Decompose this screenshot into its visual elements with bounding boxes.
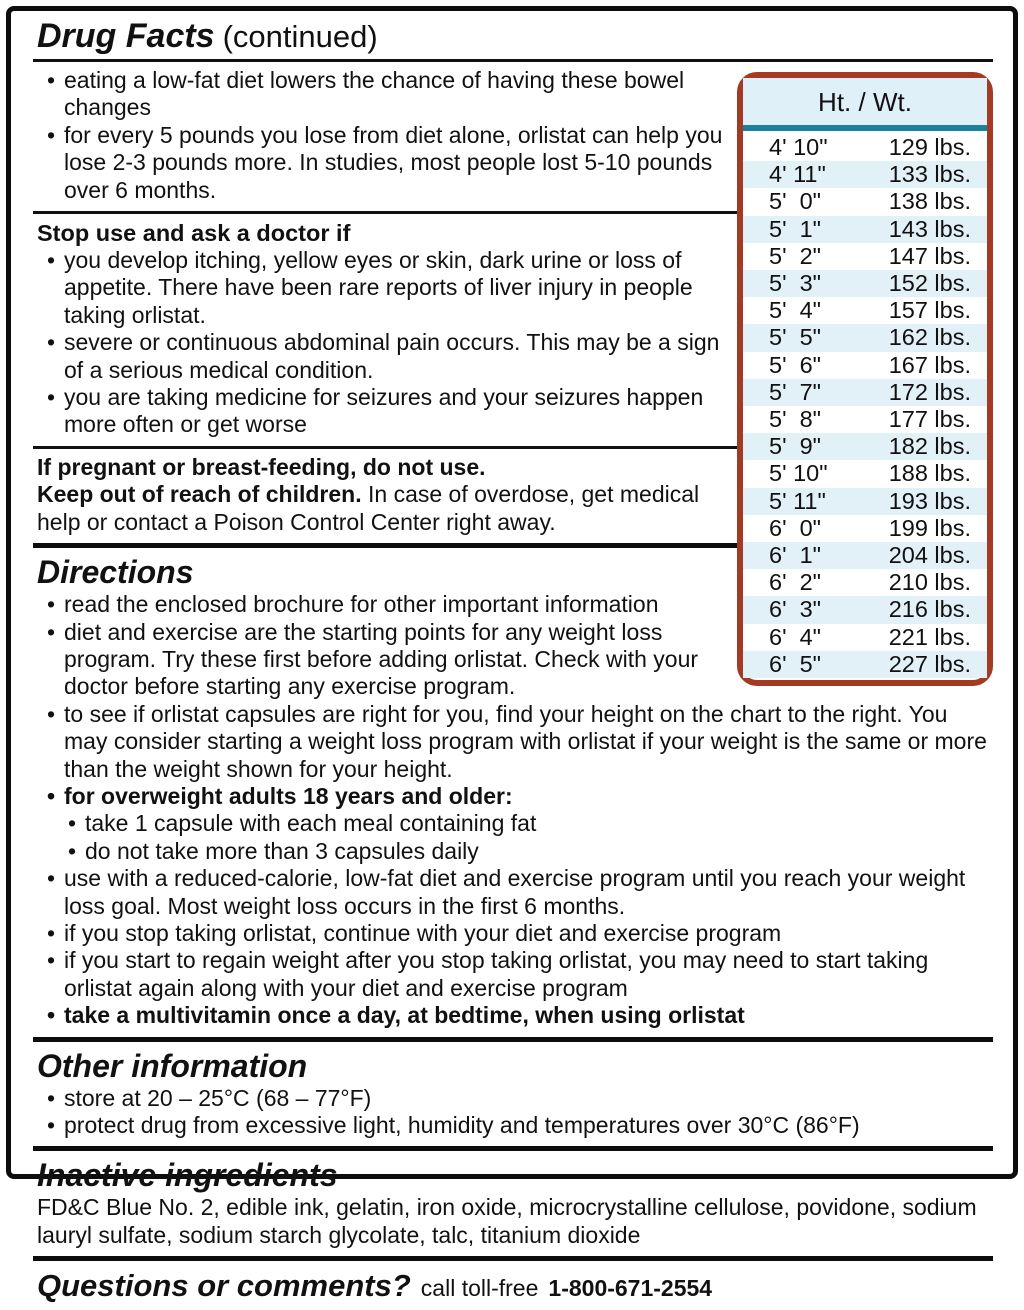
height-cell: 5' 7" bbox=[769, 378, 822, 405]
table-row bbox=[743, 297, 987, 324]
list-item: • for overweight adults 18 years and older: bbox=[45, 783, 993, 810]
height-cell: 5' 8" bbox=[769, 406, 822, 433]
list-item: • take 1 capsule with each meal containing fat bbox=[66, 810, 993, 837]
list-item: • protect drug from excessive light, humidity and temperatures over 30°C (86°F) bbox=[45, 1112, 993, 1139]
height-cell: 4' 11" bbox=[769, 161, 826, 188]
questions-call-text: call toll-free bbox=[420, 1275, 539, 1302]
list-item: • you are taking medicine for seizures and your seizures happen more often or get worse bbox=[45, 384, 993, 439]
inactive-ingredients-text: FD&C Blue No. 2, edible ink, gelatin, iron oxide, microcrystalline cellulose, povidone, sodium lauryl sulfate, sodium starch glycolate, talc, titanium dioxide bbox=[37, 1194, 977, 1248]
inactive-ingredients-heading: Inactive ingredients bbox=[37, 1157, 338, 1194]
weight-cell: 152 lbs. bbox=[888, 270, 971, 297]
table-row bbox=[743, 270, 987, 297]
height-cell: 5' 10" bbox=[769, 460, 828, 487]
list-item: • severe or continuous abdominal pain occurs. This may be a sign of a serious medical condition. bbox=[45, 329, 993, 384]
height-cell: 5' 3" bbox=[769, 270, 822, 297]
weight-cell: 188 lbs. bbox=[888, 460, 971, 487]
height-cell: 6' 0" bbox=[769, 514, 822, 541]
table-row bbox=[743, 624, 987, 651]
directions-heading: Directions bbox=[37, 554, 194, 591]
table-row bbox=[743, 542, 987, 569]
table-row bbox=[743, 406, 987, 433]
list-item: • if you stop taking orlistat, continue with your diet and exercise program bbox=[45, 920, 993, 947]
table-row bbox=[743, 352, 987, 379]
table-row bbox=[743, 134, 987, 161]
weight-cell: 138 lbs. bbox=[888, 188, 971, 215]
table-row bbox=[743, 596, 987, 623]
weight-cell: 177 lbs. bbox=[888, 406, 971, 433]
keep-out-rest: In case of overdose, get medical help or contact a Poison Control Center right away. bbox=[37, 481, 700, 535]
table-row bbox=[743, 460, 987, 487]
height-cell: 6' 4" bbox=[769, 623, 822, 650]
weight-cell: 199 lbs. bbox=[888, 514, 971, 541]
weight-cell: 147 lbs. bbox=[888, 242, 971, 269]
weight-cell: 204 lbs. bbox=[888, 542, 971, 569]
list-item: • to see if orlistat capsules are right for you, find your height on the chart to the right. You may consider starting a weight loss program with orlistat if your weight is the same or more than the weight shown for your height. bbox=[45, 701, 993, 783]
height-cell: 5' 1" bbox=[769, 215, 822, 242]
weight-cell: 162 lbs. bbox=[888, 324, 971, 351]
weight-cell: 157 lbs. bbox=[888, 297, 971, 324]
weight-cell: 167 lbs. bbox=[888, 351, 971, 378]
height-cell: 5' 9" bbox=[769, 433, 822, 460]
list-item: • diet and exercise are the starting points for any weight loss program. Try these first before adding orlistat. Check with your doctor before starting any exercise program. bbox=[45, 619, 993, 701]
questions-row bbox=[33, 1261, 993, 1310]
questions-phone-number: 1-800-671-2554 bbox=[548, 1275, 713, 1302]
table-row bbox=[743, 651, 987, 678]
list-item: • store at 20 – 25°C (68 – 77°F) bbox=[45, 1085, 993, 1112]
height-cell: 5' 6" bbox=[769, 351, 822, 378]
height-weight-table-rows bbox=[743, 131, 987, 680]
table-row bbox=[743, 161, 987, 188]
weight-cell: 133 lbs. bbox=[888, 161, 971, 188]
list-item: • read the enclosed brochure for other important information bbox=[45, 591, 993, 618]
height-cell: 5' 11" bbox=[769, 487, 826, 514]
height-cell: 5' 0" bbox=[769, 188, 822, 215]
other-information-bullets bbox=[33, 1085, 993, 1140]
height-cell: 5' 5" bbox=[769, 324, 822, 351]
weight-cell: 210 lbs. bbox=[888, 569, 971, 596]
section-other-information bbox=[33, 1037, 993, 1147]
height-cell: 6' 2" bbox=[769, 569, 822, 596]
list-item: • for every 5 pounds you lose from diet alone, orlistat can help you lose 2-3 pounds more. In studies, most people lost 5-10 pounds over 6 months. bbox=[45, 122, 993, 204]
title-suffix: (continued) bbox=[222, 19, 378, 54]
table-row bbox=[743, 569, 987, 596]
list-item: • eating a low-fat diet lowers the chance of having these bowel changes bbox=[45, 67, 993, 122]
list-item: • do not take more than 3 capsules daily bbox=[66, 838, 993, 865]
page-title bbox=[33, 13, 993, 62]
weight-cell: 172 lbs. bbox=[888, 378, 971, 405]
list-item: • you develop itching, yellow eyes or skin, dark urine or loss of appetite. There have been rare reports of liver injury in people taking orlistat. bbox=[45, 247, 993, 329]
table-row bbox=[743, 379, 987, 406]
section-inactive-ingredients bbox=[33, 1146, 993, 1256]
table-row bbox=[743, 188, 987, 215]
title-main: Drug Facts bbox=[37, 17, 215, 55]
weight-cell: 216 lbs. bbox=[888, 596, 971, 623]
height-cell: 4' 10" bbox=[769, 134, 828, 160]
other-information-heading: Other information bbox=[37, 1047, 308, 1084]
list-item: • if you start to regain weight after you stop taking orlistat, you may need to start taking orlistat again along with your diet and exercise program bbox=[45, 947, 993, 1002]
height-cell: 6' 5" bbox=[769, 650, 822, 677]
questions-heading: Questions or comments? bbox=[37, 1268, 411, 1304]
table-row bbox=[743, 515, 987, 542]
height-cell: 6' 1" bbox=[769, 542, 822, 569]
weight-cell: 129 lbs. bbox=[888, 134, 971, 160]
height-weight-table-header: Ht. / Wt. bbox=[743, 78, 987, 131]
list-item: • use with a reduced-calorie, low-fat diet and exercise program until you reach your weight loss goal. Most weight loss occurs in the first 6 months. bbox=[45, 865, 993, 920]
height-cell: 5' 2" bbox=[769, 242, 822, 269]
table-row bbox=[743, 243, 987, 270]
table-row bbox=[743, 324, 987, 351]
weight-cell: 221 lbs. bbox=[888, 623, 971, 650]
weight-cell: 193 lbs. bbox=[888, 487, 971, 514]
drug-facts-label bbox=[6, 6, 1018, 1304]
table-row bbox=[743, 433, 987, 460]
height-cell: 6' 3" bbox=[769, 596, 822, 623]
table-row bbox=[743, 216, 987, 243]
stop-use-heading: Stop use and ask a doctor if bbox=[37, 220, 351, 247]
pregnancy-bold: If pregnant or breast-feeding, do not use. bbox=[37, 453, 486, 480]
height-cell: 5' 4" bbox=[769, 297, 822, 324]
weight-cell: 182 lbs. bbox=[888, 433, 971, 460]
height-weight-table bbox=[737, 72, 993, 686]
section-questions bbox=[33, 1256, 993, 1310]
keep-out-bold: Keep out of reach of children. bbox=[37, 481, 362, 508]
weight-cell: 143 lbs. bbox=[888, 215, 971, 242]
list-item: • take a multivitamin once a day, at bedtime, when using orlistat bbox=[45, 1002, 993, 1029]
weight-cell: 227 lbs. bbox=[888, 650, 971, 677]
table-row bbox=[743, 488, 987, 515]
